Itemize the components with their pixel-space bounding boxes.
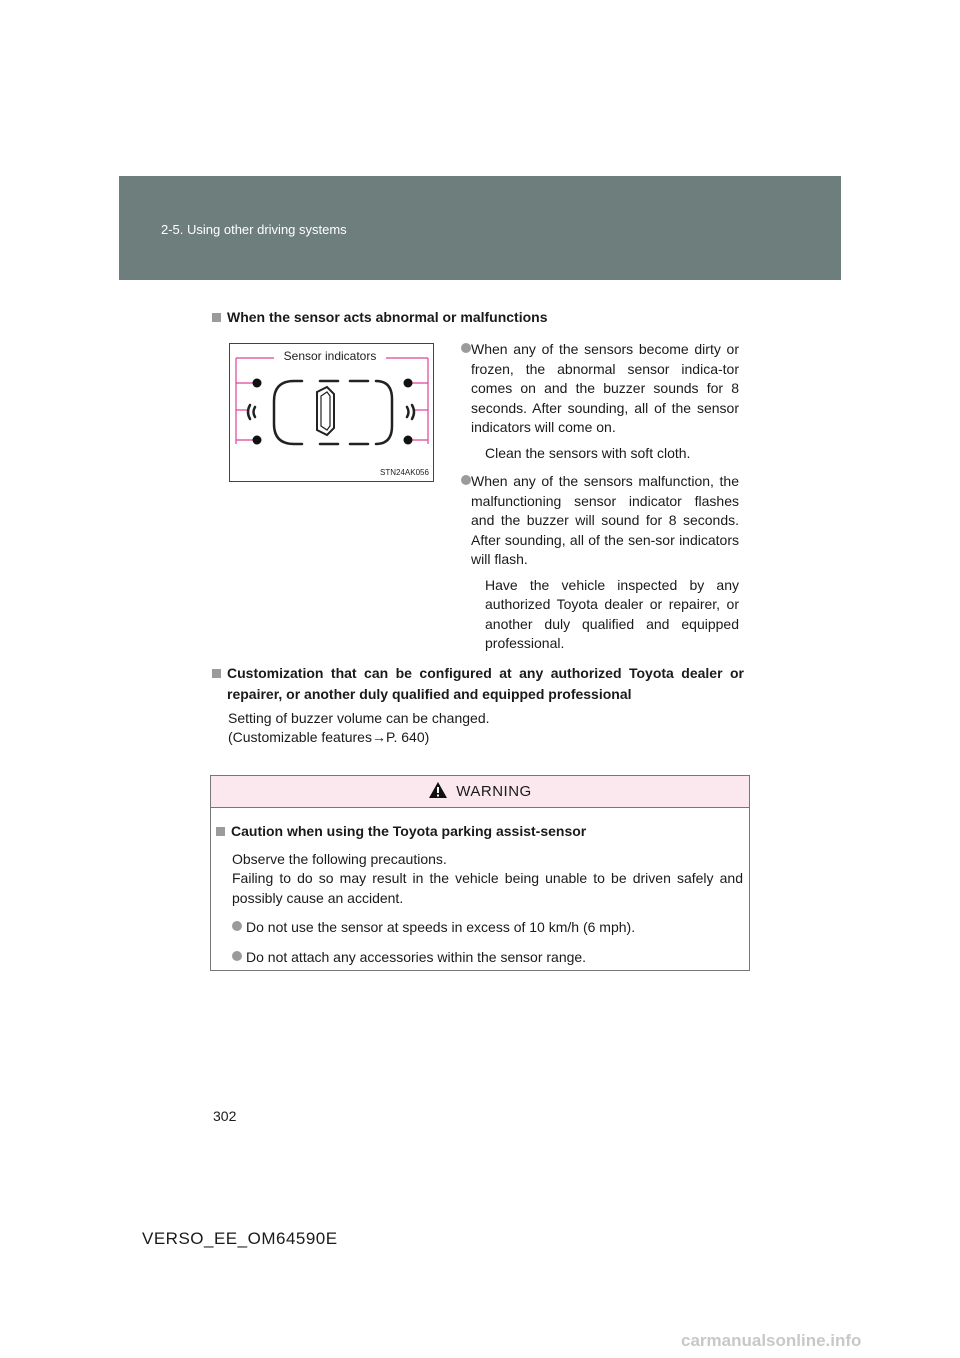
warning-body <box>211 808 749 967</box>
sensor-indicators-label: Sensor indicators <box>283 349 377 363</box>
heading-square-icon <box>212 313 221 322</box>
sensor-diagram <box>230 344 433 481</box>
bullet-note-inspect: Have the vehicle inspected by any authorized Toyota dealer or repairer, or another duly qualified and equipped professional. <box>485 576 739 651</box>
warning-subheading: Caution when using the Toyota parking assist-sensor <box>216 822 743 842</box>
warning-triangle-icon <box>428 781 448 799</box>
page-number: 302 <box>213 1108 237 1124</box>
bullet-note-clean: Clean the sensors with soft cloth. <box>485 444 691 461</box>
warning-header <box>211 776 749 808</box>
abnormal-bullet-list <box>461 340 739 663</box>
warning-item-accessories: Do not attach any accessories within the sensor range. <box>216 948 743 968</box>
customization-line-2: (Customizable features→P. 640) <box>228 729 430 745</box>
warning-title: WARNING <box>456 783 532 800</box>
bullet-dot-icon <box>232 921 242 931</box>
subsection-heading-abnormal: When the sensor acts abnormal or malfunctions <box>212 309 548 325</box>
watermark: carmanualsonline.info <box>681 1331 862 1350</box>
bullet-dot-icon <box>232 951 242 961</box>
customization-line-1: Setting of buzzer volume can be changed. <box>228 710 490 726</box>
page-reference-link[interactable]: P. 640) <box>385 729 430 745</box>
heading-square-icon <box>216 827 225 836</box>
figure-code: STN24AK056 <box>380 468 429 477</box>
warning-item-speed: Do not use the sensor at speeds in excess of 10 km/h (6 mph). <box>216 918 743 938</box>
bullet-dot-icon <box>461 343 471 353</box>
bullet-dot-icon <box>461 475 471 485</box>
warning-text: Observe the following precautions. Failing to do so may result in the vehicle being unable to be driven safely and possibly cause an accident. <box>232 850 743 906</box>
section-title: 2-5. Using other driving systems <box>161 222 347 237</box>
subsection-heading-customization: Customization that can be configured at any authorized Toyota dealer or repairer, or another duly qualified and equipped professional <box>212 663 744 705</box>
warning-box <box>210 775 750 971</box>
document-code: VERSO_EE_OM64590E <box>142 1229 338 1248</box>
customization-body <box>228 709 490 747</box>
bullet-item-dirty: When any of the sensors become dirty or frozen, the abnormal sensor indica-tor comes on and the buzzer sounds for 8 seconds. After sounding, all of the sensor indicators will come on. <box>461 340 739 438</box>
sensor-indicator-figure <box>229 343 434 482</box>
heading-square-icon <box>212 669 221 678</box>
section-header-band <box>119 176 841 280</box>
bullet-item-malfunction: When any of the sensors malfunction, the malfunctioning sensor indicator flashes and the buzzer will sound for 8 seconds. After sounding, all of the sen-sor indicators will flash. <box>461 472 739 570</box>
arrow-right-icon: → <box>371 729 386 745</box>
